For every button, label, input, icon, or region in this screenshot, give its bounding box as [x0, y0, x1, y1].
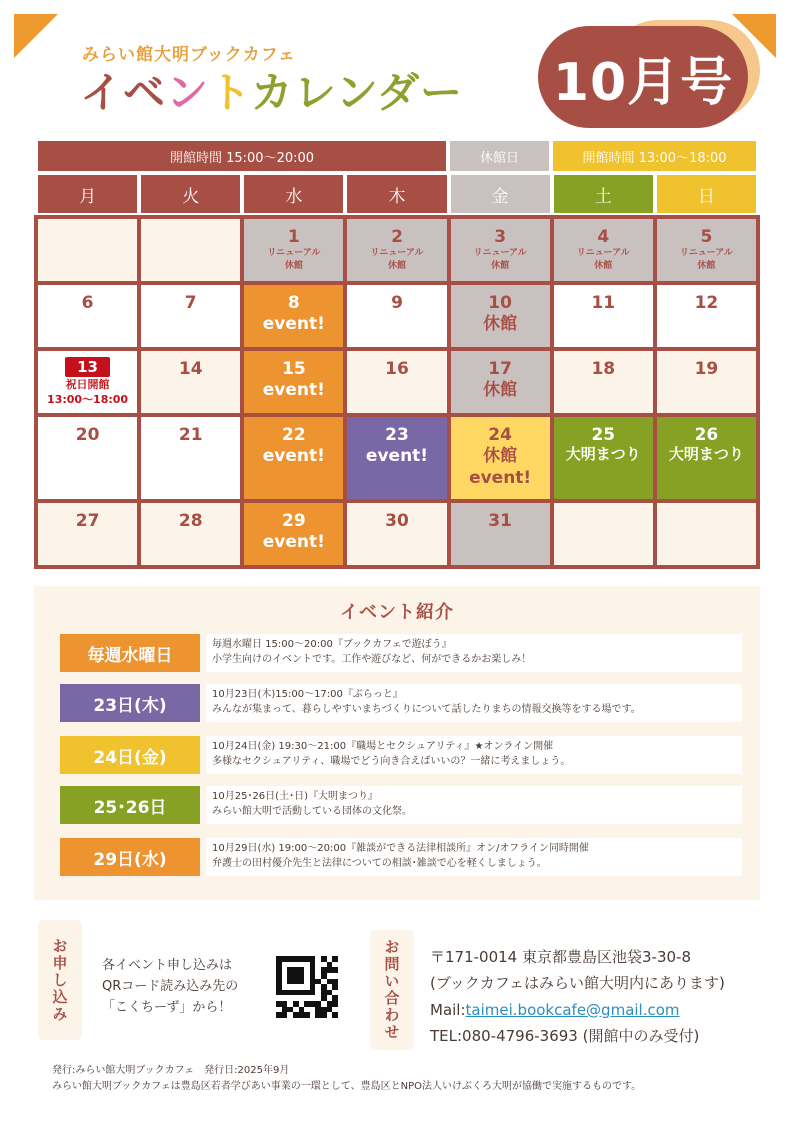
contact-info: [430, 944, 725, 1049]
note-line: 休館: [483, 380, 518, 401]
day-number: 15: [282, 359, 306, 379]
calendar: [34, 175, 760, 569]
day-number: 2: [391, 227, 403, 247]
calendar-empty-cell: [141, 219, 240, 281]
calendar-day-15: [244, 351, 343, 413]
event-description: [206, 736, 742, 774]
title-part-2: ン: [166, 68, 210, 117]
day-number: 17: [488, 359, 512, 379]
calendar-day-3: [451, 219, 550, 281]
day-number: 24: [488, 425, 512, 445]
day-number: 4: [597, 227, 610, 247]
event-line-2: 弁護士の田村優介先生と法律についての相談･雑談で心を軽くしましょう。: [212, 857, 547, 869]
event-row: [60, 838, 742, 876]
calendar-day-2: [347, 219, 446, 281]
calendar-empty-cell: [38, 219, 137, 281]
weekday-wed: 水: [244, 175, 343, 213]
calendar-day-20: [38, 417, 137, 499]
note-line: 大明まつり: [565, 445, 641, 464]
mail-label: Mail:: [430, 1000, 466, 1019]
day-number: 3: [494, 227, 507, 247]
day-number: 23: [385, 425, 409, 445]
calendar-empty-cell: [657, 503, 756, 565]
event-label: 24日(金): [60, 736, 200, 774]
calendar-day-5: [657, 219, 756, 281]
weekday-thu: 木: [347, 175, 446, 213]
day-number: 21: [178, 425, 203, 445]
title-part-4: カレンダー: [250, 68, 464, 117]
day-number: 5: [700, 227, 713, 247]
hours-weekday: 開館時間 15:00～20:00: [38, 141, 446, 171]
note-small-line: 休館: [491, 260, 510, 271]
event-row: [60, 634, 742, 672]
day-number: 12: [694, 293, 719, 313]
calendar-day-19: [657, 351, 756, 413]
calendar-day-25: [554, 417, 653, 499]
weekday-tue: 火: [141, 175, 240, 213]
calendar-grid: [34, 215, 760, 569]
calendar-day-8: [244, 285, 343, 347]
event-description: [206, 634, 742, 672]
day-number: 27: [75, 511, 100, 531]
footer-line-1: 発行:みらい館大明ブックカフェ 発行日:2025年9月: [52, 1065, 290, 1076]
hours-closed: 休館日: [450, 141, 549, 171]
holiday-note-line: 祝日開館: [65, 378, 110, 391]
calendar-day-24: [451, 417, 550, 499]
footer: [52, 1063, 641, 1095]
note-line: event!: [262, 380, 325, 401]
calendar-day-4: [554, 219, 653, 281]
issue-badge: 10月号: [538, 26, 748, 128]
calendar-day-7: [141, 285, 240, 347]
note-line: 休館: [483, 314, 518, 335]
event-line-2: 多様なセクシュアリティ、職場でどう向き合えばいいの？一緒に考えましょう。: [212, 755, 571, 767]
contact-mail: [430, 997, 725, 1023]
day-number: 31: [488, 511, 512, 531]
apply-text: [102, 956, 238, 1018]
note-line: 大明まつり: [668, 445, 744, 464]
event-description: [206, 838, 742, 876]
calendar-day-21: [141, 417, 240, 499]
title-part-1: イベ: [80, 68, 167, 117]
apply-text-line-1: 各イベント申し込みは: [102, 958, 233, 973]
event-row: [60, 684, 742, 722]
mail-link[interactable]: taimei.bookcafe@gmail.com: [465, 1000, 680, 1019]
calendar-day-13: [38, 351, 137, 413]
calendar-day-10: [451, 285, 550, 347]
calendar-day-6: [38, 285, 137, 347]
weekday-fri: 金: [451, 175, 550, 213]
day-number: 6: [81, 293, 94, 313]
calendar-day-1: [244, 219, 343, 281]
day-number: 30: [385, 511, 409, 531]
event-row: [60, 786, 742, 824]
event-line-1: 10月29日(水) 19:00～20:00『雑談ができる法律相談所』オン/オフライン同時開催: [212, 843, 589, 854]
note-line: event!: [365, 446, 429, 467]
calendar-day-28: [141, 503, 240, 565]
note-line: event!: [262, 314, 325, 335]
calendar-day-31: [451, 503, 550, 565]
apply-label: お申し込み: [38, 920, 82, 1040]
header-subtitle: みらい館大明ブックカフェ: [82, 45, 296, 65]
note-small-line: 休館: [387, 260, 406, 271]
calendar-day-16: [347, 351, 446, 413]
note-line: event!: [262, 532, 325, 553]
day-number: 20: [75, 425, 100, 445]
apply-text-line-3: 「こくちーず」から！: [102, 999, 232, 1015]
event-description: [206, 786, 742, 824]
calendar-day-17: [451, 351, 550, 413]
day-number: 25: [591, 425, 616, 445]
calendar-day-22: [244, 417, 343, 499]
note-small-line: リニューアル: [473, 248, 527, 259]
calendar-day-23: [347, 417, 446, 499]
note-small-line: リニューアル: [267, 248, 321, 259]
event-line-1: 10月23日(木)15:00～17:00『ぶらっと』: [212, 689, 403, 700]
calendar-day-9: [347, 285, 446, 347]
weekday-sat: 土: [554, 175, 653, 213]
calendar-day-30: [347, 503, 446, 565]
day-number: 16: [385, 359, 409, 379]
day-number: 7: [184, 293, 197, 313]
corner-decoration-left: [14, 14, 58, 58]
event-line-1: 10月25･26日(土･日)『大明まつり』: [212, 791, 378, 802]
day-number: 9: [391, 293, 403, 313]
note-small-line: リニューアル: [370, 248, 424, 259]
day-number: 18: [591, 359, 616, 379]
title-part-3: ト: [209, 68, 251, 117]
event-line-1: 10月24日(金) 19:30～21:00『職場とセクシュアリティ』★オンライン開催: [212, 741, 554, 752]
day-number: 22: [282, 425, 306, 445]
event-row: [60, 736, 742, 774]
calendar-day-18: [554, 351, 653, 413]
event-label: 23日(木): [60, 684, 200, 722]
events-title: イベント紹介: [340, 602, 454, 623]
weekday-header-row: [34, 175, 760, 213]
day-number: 19: [694, 359, 719, 379]
day-number: 14: [178, 359, 203, 379]
day-number: 29: [282, 511, 306, 531]
calendar-day-14: [141, 351, 240, 413]
day-number: 11: [591, 293, 616, 313]
event-label: 毎週水曜日: [60, 634, 200, 672]
day-number: 26: [694, 425, 719, 445]
day-number: 8: [287, 293, 300, 313]
holiday-note-line: 13:00～18:00: [47, 393, 129, 407]
day-number: 28: [178, 511, 203, 531]
note-small-line: リニューアル: [679, 248, 733, 259]
calendar-day-29: [244, 503, 343, 565]
contact-tel: TEL:080-4796-3693 (開館中のみ受付): [430, 1026, 700, 1045]
hours-weekend: 開館時間 13:00～18:00: [553, 141, 756, 171]
note-small-line: 休館: [284, 260, 303, 271]
footer-line-2: みらい館大明ブックカフェは豊島区若者学びあい事業の一環として、豊島区とNPO法人いけぶくろ大明が協働で実施するものです。: [52, 1081, 642, 1092]
apply-text-line-2: QRコード読み込み先の: [102, 978, 239, 994]
day-number: 10: [488, 293, 512, 313]
events-section: [34, 586, 760, 900]
note-small-line: リニューアル: [576, 248, 630, 259]
contact-label: お問い合わせ: [370, 930, 414, 1050]
page-title: [80, 68, 464, 117]
calendar-day-11: [554, 285, 653, 347]
weekday-sun: 日: [657, 175, 756, 213]
calendar-day-26: [657, 417, 756, 499]
event-line-2: みらい館大明で活動している団体の文化祭。: [212, 805, 412, 817]
event-line-2: 小学生向けのイベントです。工作や遊びなど、何ができるかお楽しみ！: [212, 653, 532, 665]
note-line: 休館: [483, 446, 518, 467]
note-small-line: 休館: [697, 260, 716, 271]
event-label: 29日(水): [60, 838, 200, 876]
calendar-empty-cell: [554, 503, 653, 565]
note-line: event!: [469, 468, 532, 489]
event-line-1: 毎週水曜日 15:00～20:00『ブックカフェで遊ぼう』: [212, 639, 452, 650]
event-line-2: みんなが集まって、暮らしやすいまちづくりについて話したりまちの情報交換等をする場です。: [212, 703, 641, 715]
weekday-mon: 月: [38, 175, 137, 213]
note-line: event!: [262, 446, 325, 467]
calendar-day-12: [657, 285, 756, 347]
day-number: 1: [287, 227, 300, 247]
note-small-line: 休館: [594, 260, 613, 271]
event-label: 25･26日: [60, 786, 200, 824]
contact-address-note: (ブックカフェはみらい館大明内にあります): [430, 974, 725, 993]
day-number: 13: [65, 357, 110, 377]
calendar-day-27: [38, 503, 137, 565]
event-description: [206, 684, 742, 722]
contact-address: 〒171-0014 東京都豊島区池袋3-30-8: [430, 948, 691, 966]
qr-code[interactable]: [276, 956, 338, 1018]
